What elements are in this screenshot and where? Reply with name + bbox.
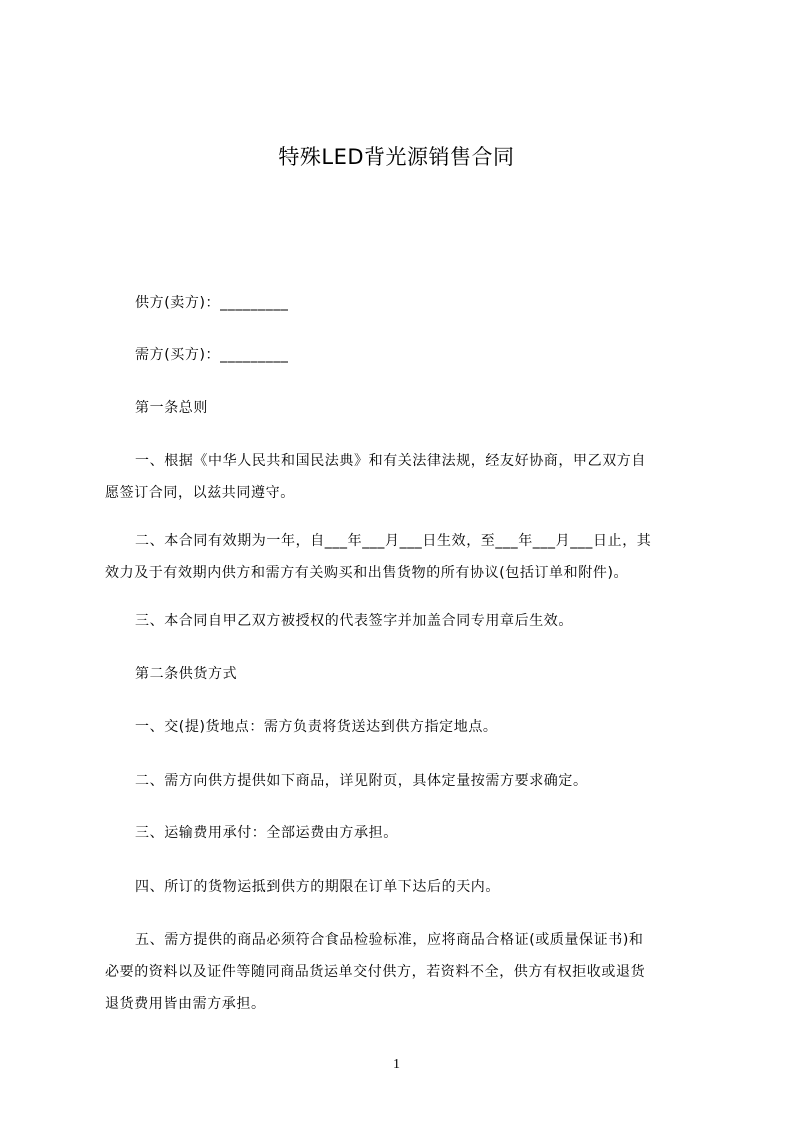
paragraph-line: 二、本合同有效期为一年，自___年___月___日生效，至___年___月___日止，其 [135, 533, 652, 549]
paragraph-clause-2-2 [105, 765, 709, 797]
paragraph-clause-2-3 [105, 817, 709, 849]
paragraph-line: 三、本合同自甲乙双方被授权的代表签字并加盖合同专用章后生效。 [135, 613, 573, 629]
paragraph-clause-2-5 [105, 924, 709, 1020]
paragraph-line: 第一条总则 [135, 400, 208, 416]
paragraph-line: 一、交(提)货地点：需方负责将货送达到供方指定地点。 [135, 719, 498, 735]
page-number: 1 [393, 1057, 400, 1072]
paragraph-clause-1-3 [105, 605, 709, 637]
paragraph-line: 供方(卖方)：_________ [135, 295, 289, 311]
paragraph-line: 四、所订的货物运抵到供方的期限在订单下达后的天内。 [135, 879, 500, 895]
paragraph-line: 必要的资料以及证件等随同商品货运单交付供方，若资料不全，供方有权拒收或退货 [105, 964, 646, 980]
paragraph-line: 第二条供货方式 [135, 666, 238, 682]
paragraph-line: 愿签订合同，以兹共同遵守。 [105, 485, 295, 501]
paragraph-clause-2-4 [105, 871, 709, 903]
paragraph-line: 三、运输费用承付：全部运费由方承担。 [135, 825, 398, 841]
paragraph-line: 效力及于有效期内供方和需方有关购买和出售货物的所有协议(包括订单和附件)。 [105, 565, 629, 581]
paragraph-buyer [105, 339, 709, 371]
paragraph-supplier [105, 287, 709, 319]
paragraph-line: 二、需方向供方提供如下商品，详见附页，具体定量按需方要求确定。 [135, 773, 588, 789]
section-heading-2 [105, 658, 709, 690]
section-heading-1 [105, 392, 709, 424]
paragraph-line: 五、需方提供的商品必须符合食品检验标准，应将商品合格证(或质量保证书)和 [135, 932, 644, 948]
paragraph-line: 需方(买方)：_________ [135, 347, 289, 363]
paragraph-clause-1-2 [105, 525, 709, 589]
paragraph-line: 一、根据《中华人民共和国民法典》和有关法律法规，经友好协商，甲乙双方自 [135, 453, 646, 469]
paragraph-clause-1-1 [105, 445, 709, 509]
paragraph-clause-2-1 [105, 711, 709, 743]
document-title: 特殊LED背光源销售合同 [278, 145, 515, 169]
paragraph-line: 退货费用皆由需方承担。 [105, 996, 266, 1012]
